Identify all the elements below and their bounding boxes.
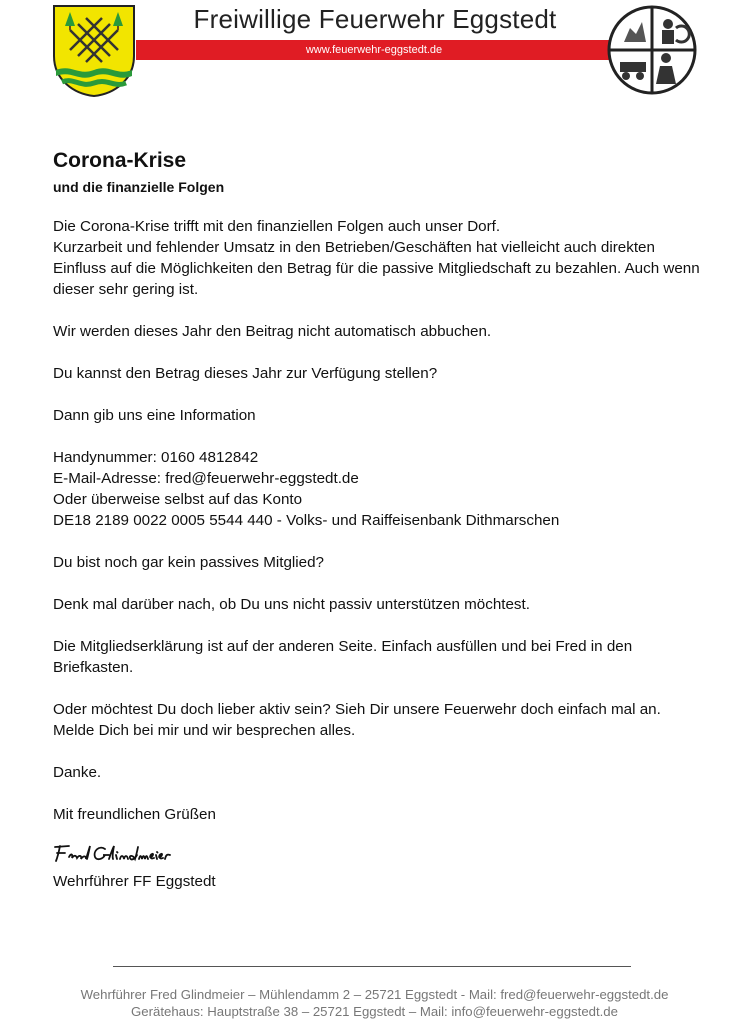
amount-question: Du kannst den Betrag dieses Jahr zur Verfügung stellen?	[53, 365, 438, 382]
letter-body	[53, 148, 703, 892]
active-paragraph	[53, 699, 703, 741]
signer-title: Wehrführer FF Eggstedt	[53, 873, 216, 890]
letter-heading: Corona-Krise	[53, 149, 187, 172]
letterhead	[0, 0, 749, 100]
think-about-paragraph: Denk mal darüber nach, ob Du uns nicht passiv unterstützen möchtest.	[53, 596, 530, 613]
intro-line: Die Corona-Krise trifft mit den finanziellen Folgen auch unser Dorf.	[53, 218, 501, 235]
website-link[interactable]: www.feuerwehr-eggstedt.de	[305, 44, 443, 56]
declaration-paragraph: Die Mitgliedserklärung ist auf der anderen Seite. Einfach ausfüllen und bei Fred in den Briefkasten.	[53, 638, 633, 676]
handwritten-signature	[53, 843, 173, 863]
footer-line-1: Wehrführer Fred Glindmeier – Mühlendamm 2 – 25721 Eggstedt - Mail: fred@feuerwehr-eggstedt.de	[80, 987, 669, 1002]
transfer-note: Oder überweise selbst auf das Konto	[53, 491, 303, 508]
active-line: Melde Dich bei mir und wir besprechen alles.	[53, 722, 356, 739]
contact-block	[53, 447, 703, 531]
footer	[0, 986, 749, 1020]
intro-line: Kurzarbeit und fehlender Umsatz in den Betrieben/Geschäften hat vielleicht auch direkten Einfluss auf die Möglichkeiten den Betrag für die passive Mitgliedschaft zu bezahlen. Auch wenn dieser sehr gering ist.	[53, 239, 700, 298]
not-member-question: Du bist noch gar kein passives Mitglied?	[53, 554, 324, 571]
email-address: E-Mail-Adresse: fred@feuerwehr-eggstedt.de	[53, 470, 359, 487]
closing-text: Mit freundlichen Grüßen	[53, 806, 216, 823]
info-request: Dann gib uns eine Information	[53, 407, 256, 424]
no-debit-paragraph: Wir werden dieses Jahr den Beitrag nicht automatisch abbuchen.	[53, 323, 492, 340]
bank-account: DE18 2189 0022 0005 5544 440 - Volks- und Raiffeisenbank Dithmarschen	[53, 512, 560, 529]
letter-subheading: und die finanzielle Folgen	[53, 179, 225, 195]
thanks-text: Danke.	[53, 764, 102, 781]
website-bar	[136, 40, 612, 60]
fire-brigade-emblem-icon	[606, 4, 698, 96]
footer-line-2: Gerätehaus: Hauptstraße 38 – 25721 Eggstedt – Mail: info@feuerwehr-eggstedt.de	[131, 1004, 618, 1019]
intro-paragraph	[53, 216, 703, 300]
active-line: Oder möchtest Du doch lieber aktiv sein? Sieh Dir unsere Feuerwehr doch einfach mal an.	[53, 701, 661, 718]
phone-number: Handynummer: 0160 4812842	[53, 449, 259, 466]
coat-of-arms-icon	[52, 4, 136, 98]
organization-title: Freiwillige Feuerwehr Eggstedt	[193, 4, 557, 34]
footer-divider	[113, 966, 631, 967]
